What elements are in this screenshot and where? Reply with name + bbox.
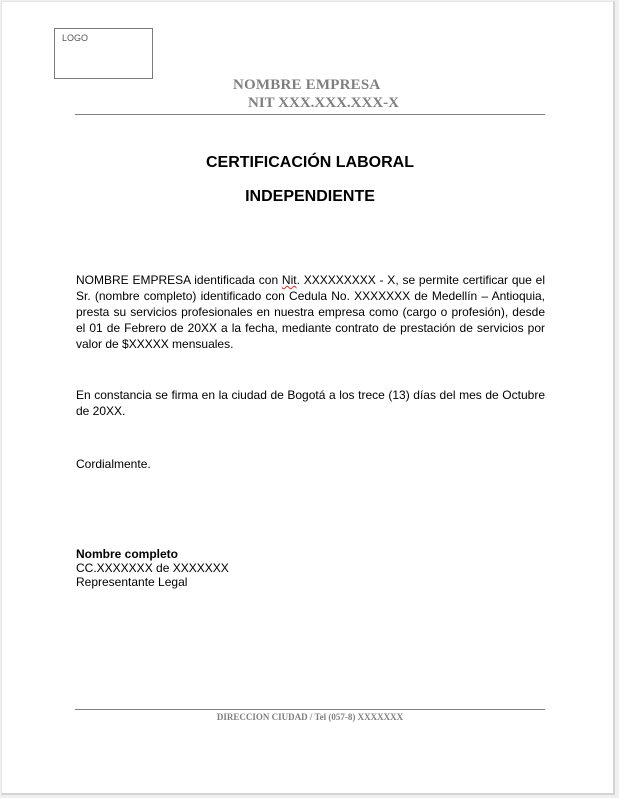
document-page (1, 1, 615, 795)
spellcheck-flagged-word[interactable]: Nit (281, 273, 297, 287)
signer-role: Representante Legal (76, 575, 188, 589)
closing-salutation: Cordialmente. (76, 457, 151, 471)
company-nit: NIT XXX.XXX.XXX-X (248, 95, 399, 111)
company-name: NOMBRE EMPRESA (233, 77, 381, 93)
paragraph-text-rest: . XXXXXXXXX - X, se permite certificar que el Sr. (nombre completo) identificado con Cedula No. XXXXXXX de Medellín – Antioquia, presta su servicios profesionales en nuestra empresa como (cargo o profesión), desde el 01 de Febrero de 20XX a la fecha, mediante contrato de prestación de servicios por valor de $XXXXX mensuales. (76, 273, 545, 351)
footer-divider (75, 709, 545, 710)
logo-placeholder (54, 28, 153, 79)
signer-id: CC.XXXXXXX de XXXXXXX (76, 561, 229, 575)
logo-label: LOGO (62, 33, 89, 43)
certification-paragraph (76, 272, 545, 352)
document-title: CERTIFICACIÓN LABORAL (206, 154, 414, 171)
header-divider (75, 114, 545, 115)
signer-name: Nombre completo (76, 547, 179, 561)
signing-place-paragraph: En constancia se firma en la ciudad de Bogotá a los trece (13) días del mes de Octubre de 20XX. (76, 388, 545, 418)
paragraph-text-start: NOMBRE EMPRESA identificada con (76, 273, 282, 287)
signature-block (76, 547, 229, 589)
footer-address: DIRECCION CIUDAD / Tel (057-8) XXXXXXX (216, 712, 404, 722)
document-subtitle: INDEPENDIENTE (245, 188, 375, 205)
